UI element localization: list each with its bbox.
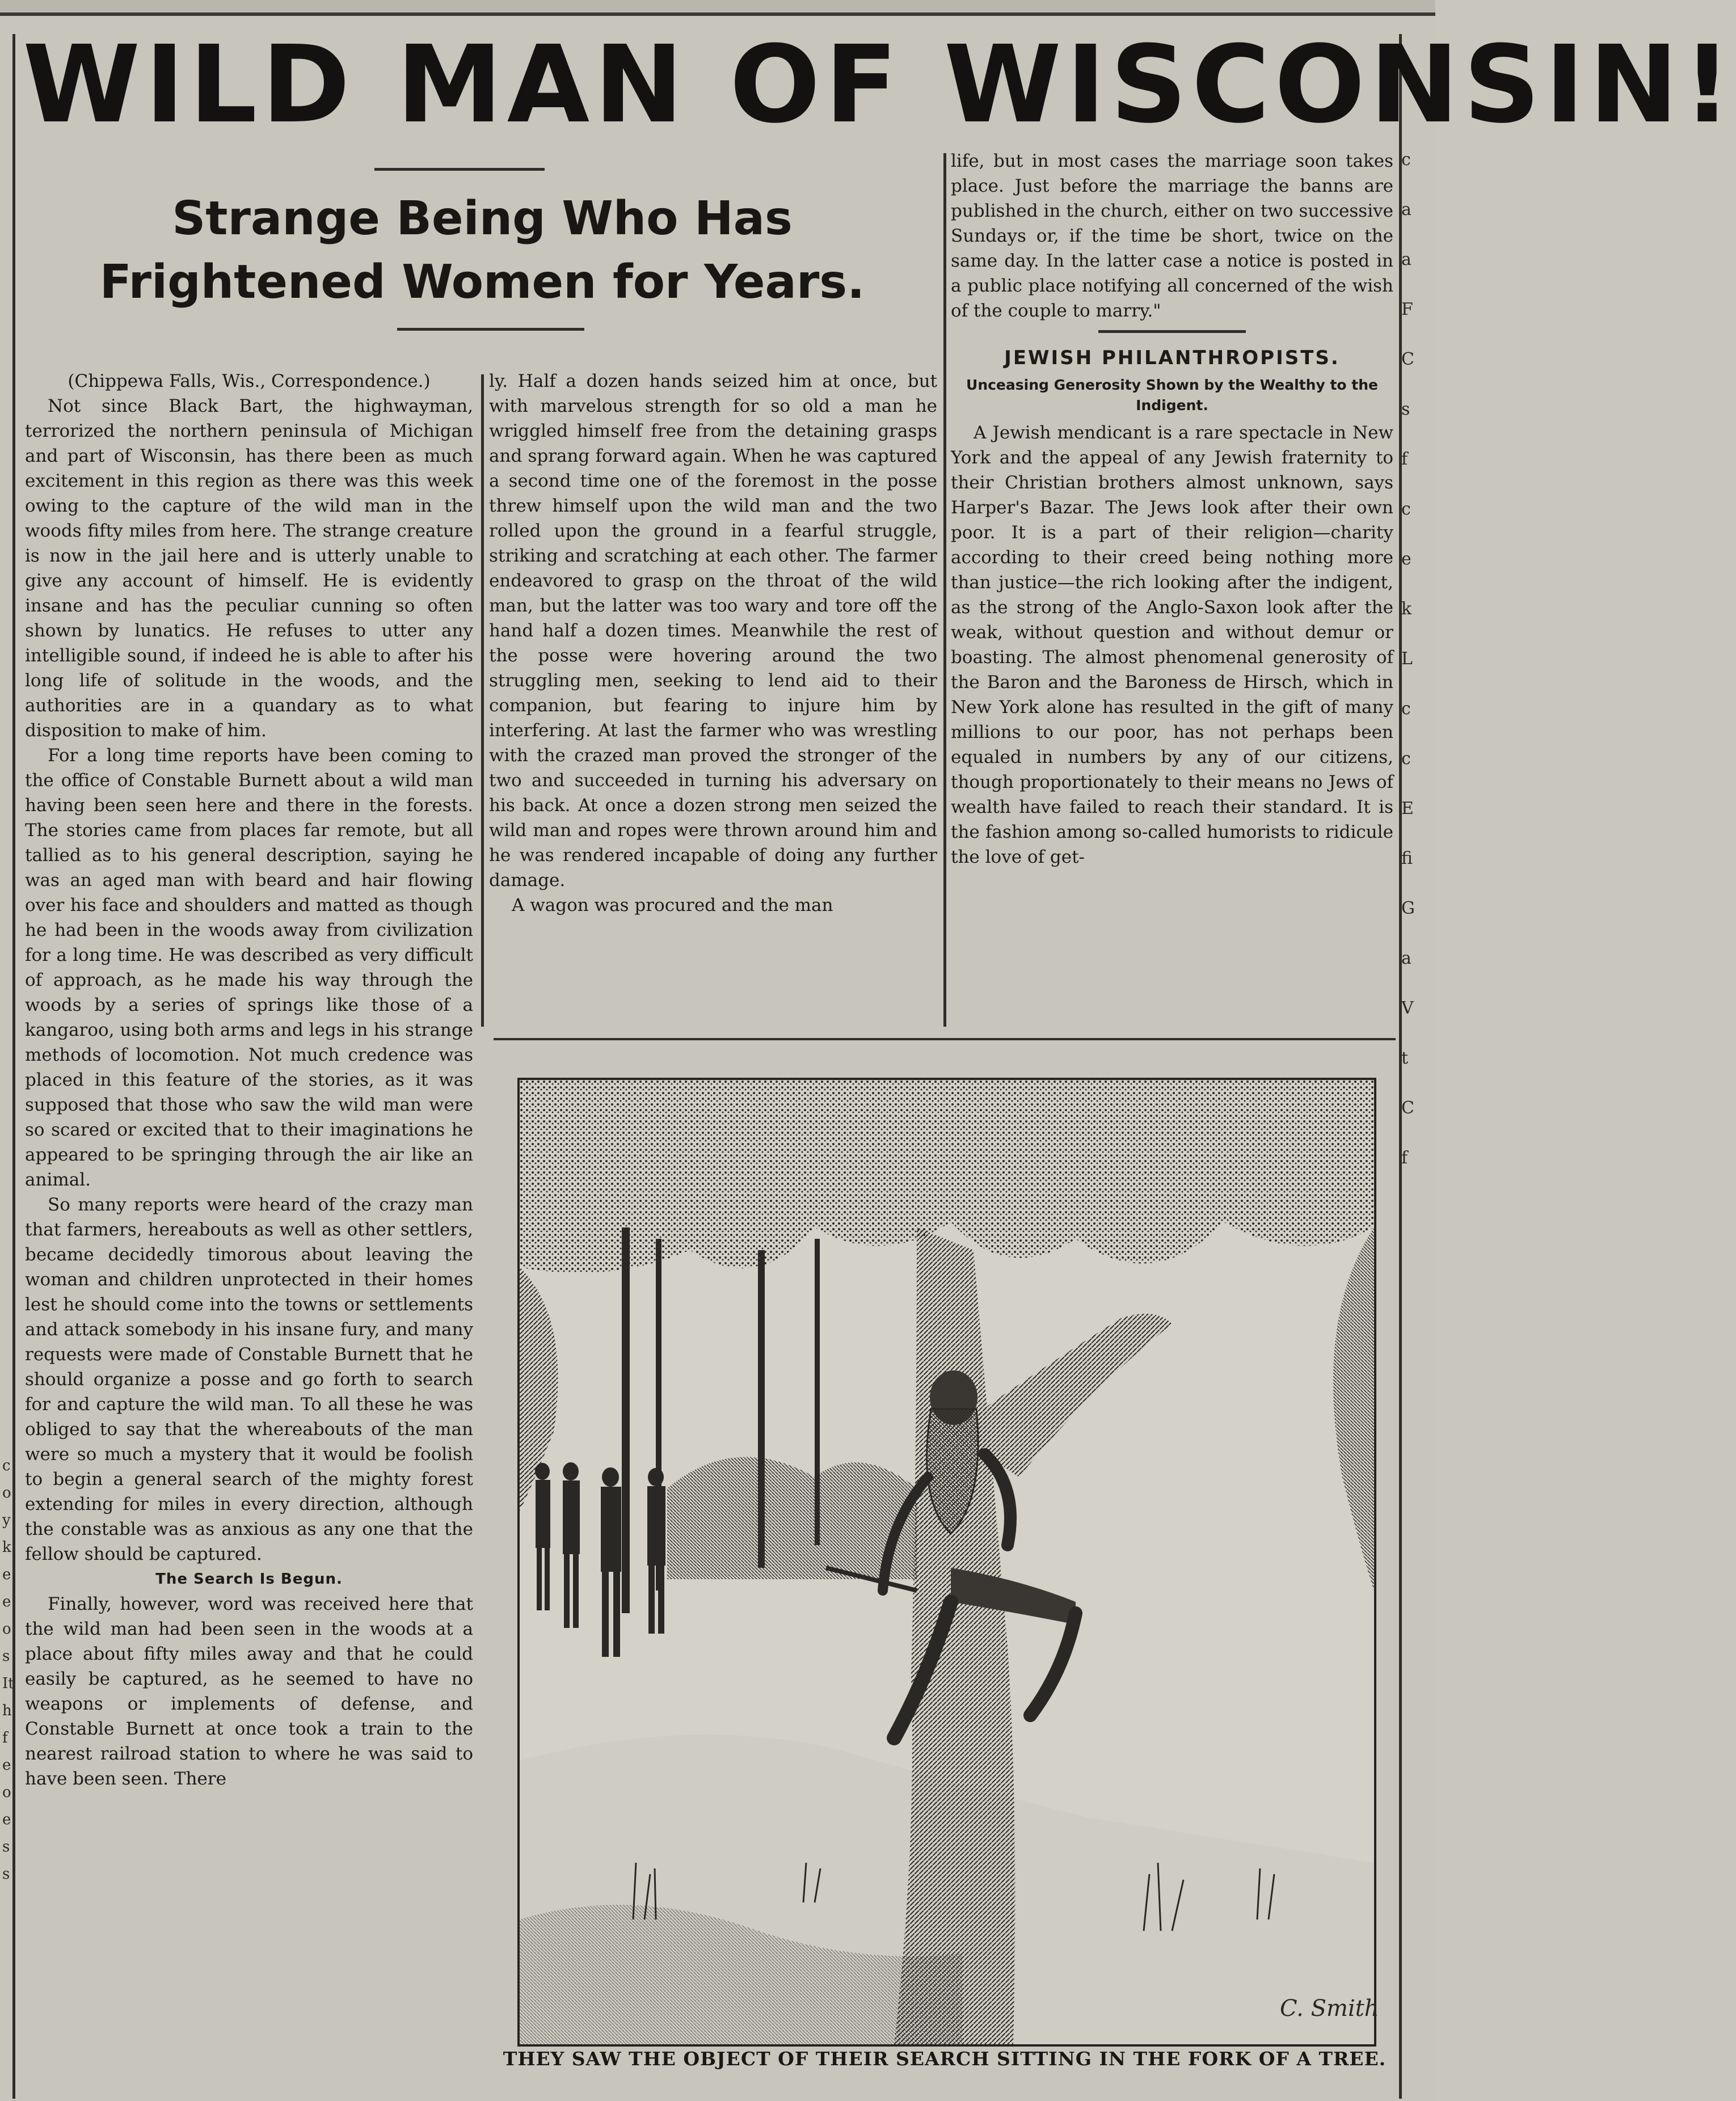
headline-rule (374, 168, 545, 171)
edge-fragment: o (2, 1484, 11, 1501)
paragraph: A wagon was procured and the man (512, 895, 833, 916)
edge-fragment: a (1401, 948, 1411, 968)
edge-fragment: a (1401, 200, 1411, 220)
paragraph: Finally, however, word was received here that the wild man had been seen in the woods at a place about fifty miles away and that he could easily be captured, as he seemed to have no weapons or implements of defense, and Constable Burnett at once took a train to the nearest railroad station to where he was said to have been seen. There (25, 1594, 473, 1789)
deck-rule (397, 328, 584, 331)
edge-fragment: t (1401, 1048, 1409, 1068)
edge-fragment: o (2, 1784, 11, 1801)
dateline: (Chippewa Falls, Wis., Correspondence.) (68, 371, 431, 391)
article-column-2 (489, 369, 937, 918)
edge-fragment: c (2, 1457, 11, 1474)
illustration-top-rule (494, 1038, 1396, 1040)
edge-fragment: c (1401, 499, 1411, 519)
edge-fragment: s (2, 1648, 10, 1665)
edge-fragment: c (1401, 699, 1411, 719)
edge-fragment: e (2, 1566, 11, 1583)
subheadline-deck: Strange Being Who Has Frightened Women for Years. (99, 192, 865, 309)
paragraph: life, but in most cases the marriage soon takes place. Just before the marriage the banns are published in the church, either on two successive Sundays or, if the time be short, twice on the same day. In the latter case a notice is posted in a public place notifying all concerned of the wish of the couple to marry." (951, 151, 1393, 321)
paragraph: So many reports were heard of the crazy man that farmers, hereabouts as well as other settlers, became decidedly timorous about leaving the woman and children unprotected in their homes lest he should come into the towns or settlements and attack somebody in his insane fury, and many requests were made of Constable Burnett that he should organize a posse and go forth to search for and capture the wild man. To all these he was obliged to say that the whereabouts of the man were so much a mystery that it would be foolish to begin a general search of the mighty forest extending for miles in every direction, although the constable was as anxious as any one that the fellow should be captured. (25, 1195, 473, 1564)
paragraph: A Jewish mendicant is a rare spectacle in New York and the appeal of any Jewish fraternity to their Christian brothers almost unknown, says Harper's Bazar. The Jews look after their own poor. It is a part of their religion—charity according to their creed being nothing more than justice—the rich looking after the indigent, as the strong of the Anglo-Saxon look after the weak, without question and without demur or boasting. The almost phenomenal generosity of the Baron and the Baroness de Hirsch, which in New York alone has resulted in the gift of many millions to our poor, has not perhaps been equaled in numbers by any of our citizens, though proportionately to their means no Jews of wealth have failed to reach their standard. It is the fashion among so-called humorists to ridicule the love of get- (951, 423, 1393, 867)
edge-fragment: f (1401, 449, 1408, 469)
edge-fragment: E (1401, 799, 1414, 819)
right-edge-fragments (1401, 147, 1435, 1196)
edge-fragment: e (2, 1593, 11, 1610)
artist-signature: C. Smith (1280, 1995, 1379, 2022)
edge-fragment: k (1401, 599, 1412, 619)
edge-fragment: k (2, 1539, 11, 1556)
tree-trunk (622, 1227, 630, 1613)
edge-fragment: f (1401, 1148, 1408, 1168)
column-rule-2 (943, 153, 946, 1027)
bushes (667, 1457, 917, 1579)
article-column-1 (25, 369, 473, 1791)
top-border (0, 0, 1435, 16)
edge-fragment: F (1401, 299, 1413, 319)
paragraph: ly. Half a dozen hands seized him at once, but with marvelous strength for so old a man he wriggled himself free from the detaining grasps and sprang forward again. When he was captured a second time one of the foremost in the posse threw himself upon the wild man and the two rolled upon the ground in a fearful struggle, striking and scratching at each other. The farmer endeavored to grasp on the throat of the wild man, but the latter was too wary and tore off the hand half a dozen times. Meanwhile the rest of the posse were hovering around the two struggling men, seeking to lend aid to their companion, but fearing to injure him by interfering. At last the farmer who was wrestling with the crazed man proved the stronger of the two and succeeded in turning his adversary on his back. At once a dozen strong men seized the wild man and ropes were thrown around him and he was rendered incapable of doing any further damage. (489, 371, 937, 891)
paragraph: For a long time reports have been coming to the office of Constable Burnett about a wild man having been seen here and there in the forests. The stories came from places far remote, but all tallied as to his general description, saying he was an aged man with beard and hair flowing over his face and shoulders and matted as though he had been in the woods away from civilization for a long time. He was described as very difficult of approach, as he made his way through the woods by a series of springs like those of a kangaroo, using both arms and legs in his strange methods of locomotion. Not much credence was placed in this feature of the stories, as it was supposed that those who saw the wild man were so scared or excited that to their imaginations he appeared to be springing through the air like an animal. (25, 745, 473, 1190)
section-subdeck: Unceasing Generosity Shown by the Wealthy to the Indigent. (966, 377, 1378, 414)
left-edge-fragments (2, 1452, 17, 1888)
edge-fragment: c (1401, 749, 1411, 769)
edge-fragment: f (2, 1729, 8, 1746)
wild-man-engraving (520, 1080, 1379, 2044)
edge-fragment: C (1401, 349, 1414, 369)
article-column-3 (951, 149, 1393, 870)
edge-fragment: s (2, 1838, 10, 1855)
section-rule (1098, 330, 1246, 333)
edge-fragment: L (1401, 649, 1413, 669)
paragraph: Not since Black Bart, the highwayman, terrorized the northern peninsula of Michigan and part of Wisconsin, has there been as much excitement in this region as there was this week owing to the capture of the wild man in the woods fifty miles from here. The strange creature is now in the jail here and is utterly unable to give any account of himself. He is evidently insane and has the peculiar cunning so often shown by lunatics. He refuses to utter any intelligible sound, if indeed he is able to after his long life of solitude in the woods, and the authorities are in a quandary as to what disposition to make of him. (25, 396, 473, 741)
illustration (517, 1078, 1379, 2047)
headline: WILD MAN OF WISCONSIN! (23, 23, 1736, 147)
section-heading: JEWISH PHILANTHROPISTS. (1004, 347, 1340, 369)
edge-fragment: c (1401, 150, 1411, 170)
edge-fragment: h (2, 1702, 12, 1719)
edge-fragment: e (2, 1811, 11, 1828)
edge-fragment: V (1401, 998, 1414, 1018)
edge-fragment: G (1401, 898, 1415, 918)
edge-fragment: e (1401, 549, 1411, 569)
edge-fragment: fi (1401, 849, 1413, 868)
edge-fragment: e (2, 1757, 11, 1774)
column-rule-1 (481, 374, 484, 1027)
section-subhead: The Search Is Begun. (155, 1571, 343, 1588)
illustration-caption: THEY SAW THE OBJECT OF THEIR SEARCH SITTING IN THE FORK OF A TREE. (503, 2048, 1387, 2070)
edge-fragment: y (2, 1512, 11, 1529)
edge-fragment: o (2, 1621, 11, 1638)
edge-fragment: s (2, 1866, 10, 1883)
edge-fragment: s (1401, 399, 1410, 419)
edge-fragment: C (1401, 1098, 1414, 1118)
edge-fragment: a (1401, 250, 1411, 269)
edge-fragment: It (2, 1675, 14, 1692)
